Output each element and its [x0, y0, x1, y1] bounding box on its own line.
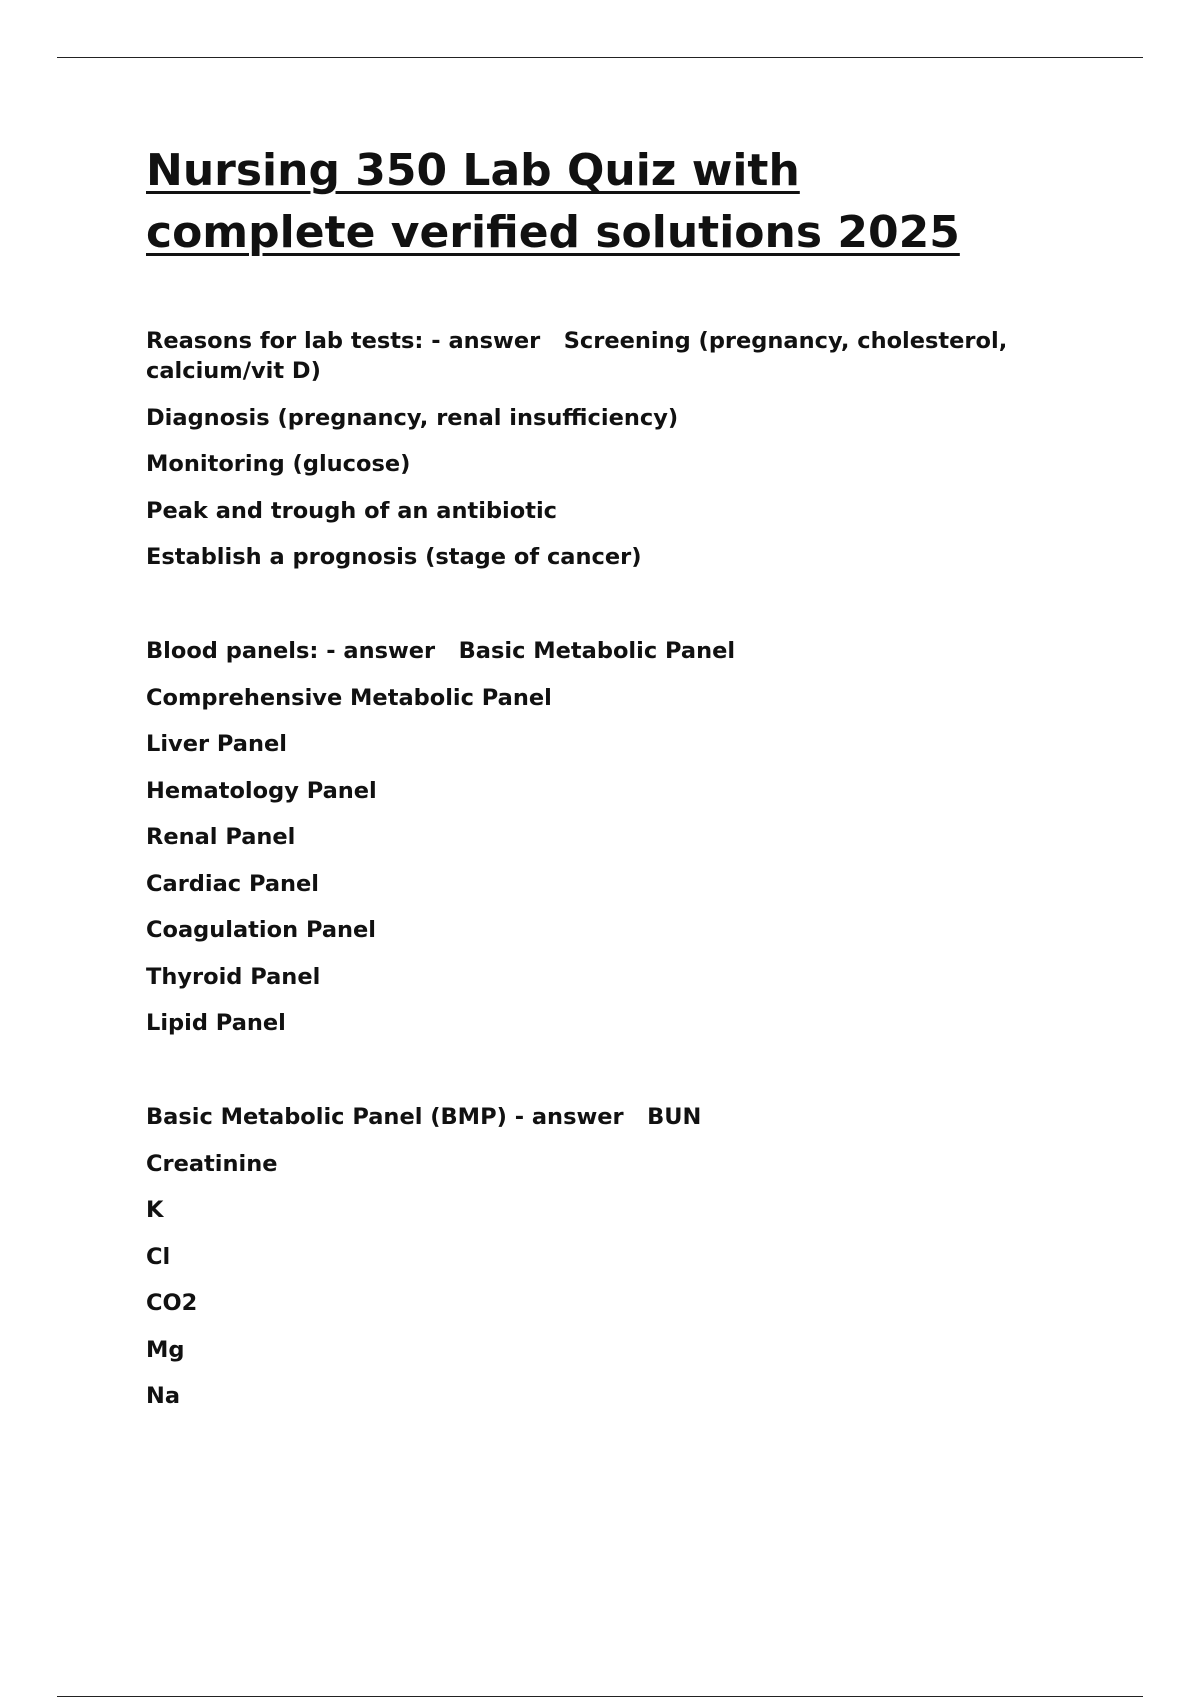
answer-list	[146, 403, 1106, 573]
answer-item: Thyroid Panel	[146, 963, 321, 990]
qa-section-blood-panels	[146, 636, 1106, 1038]
question-text: Blood panels:	[146, 638, 319, 664]
title-line-2: complete verified solutions 2025	[146, 207, 960, 258]
answer-item: Renal Panel	[146, 824, 296, 850]
answer-item: Hematology Panel	[146, 777, 377, 804]
answer-first: BUN	[647, 1104, 702, 1130]
answer-separator: - answer	[506, 1104, 648, 1130]
answer-item: Monitoring (glucose)	[146, 451, 411, 477]
top-rule	[57, 57, 1143, 58]
answer-first: Basic Metabolic Panel	[458, 638, 736, 664]
qa-line	[146, 636, 1106, 666]
answer-item: Na	[146, 1383, 181, 1409]
title-line-1: Nursing 350 Lab Quiz with	[146, 145, 800, 196]
answer-item: CO2	[146, 1290, 198, 1316]
qa-line	[146, 326, 1106, 386]
answer-list	[146, 683, 1106, 1039]
answer-item: Diagnosis (pregnancy, renal insufficiency)	[146, 404, 679, 431]
answer-separator: - answer	[423, 328, 564, 354]
answer-item: Cardiac Panel	[146, 870, 320, 897]
answer-list	[146, 1149, 1106, 1412]
qa-section-reasons	[146, 326, 1106, 572]
answer-item: K	[146, 1197, 164, 1223]
question-text: Reasons for lab tests:	[146, 328, 424, 354]
answer-item: Peak and trough of an antibiotic	[146, 497, 558, 524]
document-body	[146, 140, 1106, 1409]
answer-item: Lipid Panel	[146, 1010, 286, 1036]
document-title	[146, 140, 1106, 264]
answer-item: Comprehensive Metabolic Panel	[146, 684, 552, 711]
answer-item: Establish a prognosis (stage of cancer)	[146, 544, 642, 570]
qa-section-bmp	[146, 1102, 1106, 1411]
answer-separator: - answer	[318, 638, 459, 664]
answer-item: Creatinine	[146, 1150, 278, 1177]
question-text: Basic Metabolic Panel (BMP)	[146, 1104, 507, 1130]
answer-item: Cl	[146, 1243, 171, 1270]
answer-first: Screening (pregnancy, cholesterol, calcium/vit D)	[146, 328, 1016, 384]
answer-item: Mg	[146, 1336, 185, 1363]
answer-item: Coagulation Panel	[146, 917, 377, 943]
answer-item: Liver Panel	[146, 731, 287, 757]
bottom-rule	[57, 1696, 1143, 1697]
qa-line	[146, 1102, 1106, 1132]
